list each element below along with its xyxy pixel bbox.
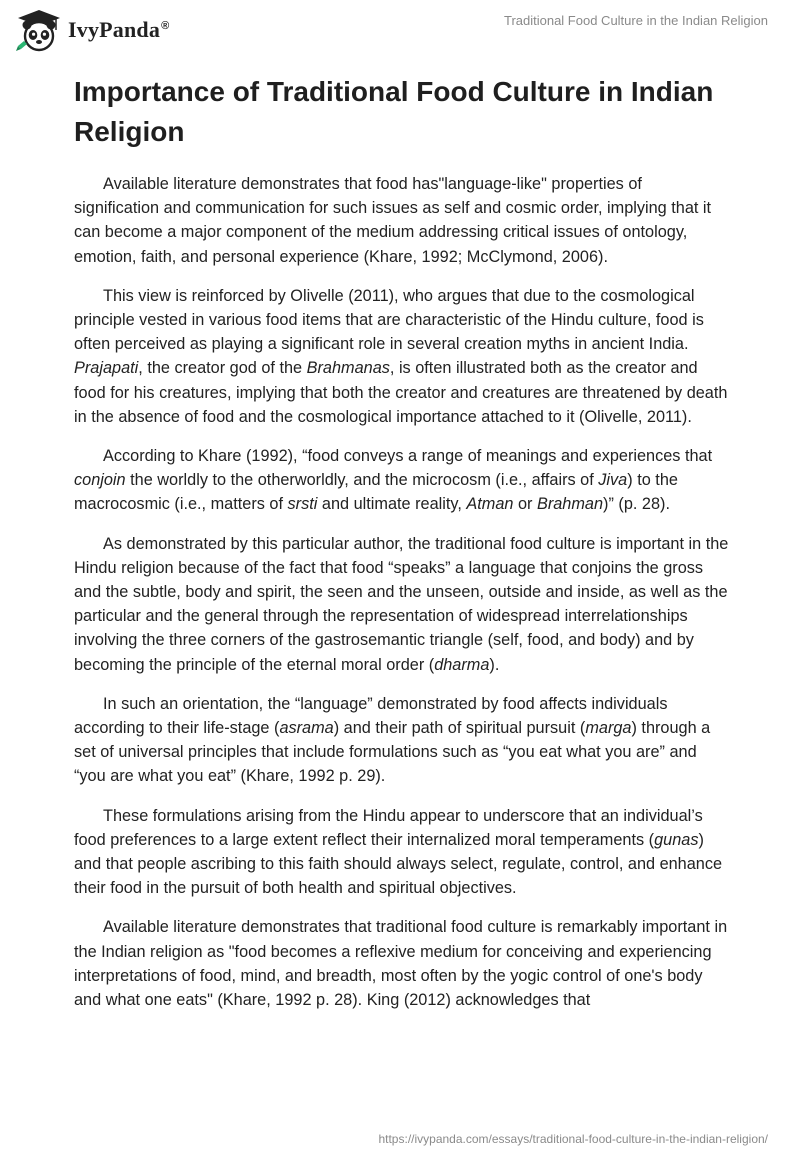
italic-term: asrama xyxy=(279,719,334,738)
text-run: the worldly to the otherworldly, and the microcosm (i.e., affairs of xyxy=(125,471,599,490)
text-run: ) and that people ascribing to this faith should always select, regulate, control, and enhance their food in the pursuit of both health and spiritual objectives. xyxy=(74,830,723,898)
italic-term: Brahman xyxy=(536,495,604,514)
text-run: or xyxy=(513,495,537,514)
running-title: Traditional Food Culture in the Indian Religion xyxy=(503,13,768,28)
text-run: ). xyxy=(489,655,500,674)
body-paragraph xyxy=(74,915,730,1012)
text-run: According to Khare (1992), “food conveys a range of meanings and experiences that xyxy=(103,447,713,466)
text-run: ) through a set of universal principles that include formulations such as “you eat what you are” and “you are what you eat” (Khare, 1992 p. 29). xyxy=(74,719,711,786)
text-run: These formulations arising from the Hindu appear to underscore that an individual’s food preferences to a large extent reflect their internalized moral temperaments ( xyxy=(74,806,703,849)
text-run: Available literature demonstrates that food has"language-like" properties of signification and communication for such issues as self and cosmic order, implying that it can become a major component of the medium addressing critical issues of ontology, emotion, faith, and personal experience (Khare, 1992; McClymond, 2006). xyxy=(74,175,712,266)
text-run: )” (p. 28). xyxy=(603,495,670,514)
brand-logo[interactable] xyxy=(16,8,169,52)
italic-term: Brahmanas xyxy=(306,359,390,378)
panda-graduate-icon xyxy=(16,8,62,52)
text-run: ) to the macrocosmic (i.e., matters of xyxy=(74,471,678,514)
body-paragraph xyxy=(74,284,730,429)
body-paragraph xyxy=(74,444,730,517)
text-run: ) and their path of spiritual pursuit ( xyxy=(333,719,586,738)
text-run: This view is reinforced by Olivelle (2011), who argues that due to the cosmological principle vested in various food items that are characteristic of the Hindu culture, food is often perceived as playing a significant role in several creation myths in ancient India. xyxy=(74,286,704,354)
body-paragraph xyxy=(74,532,730,677)
text-run: Available literature demonstrates that traditional food culture is remarkably important in the Indian religion as "food becomes a reflexive medium for conceiving and experiencing interpretations of food, mind, and breadth, most often by the yogic control of one's body and what one eats" (Khare, 1992 p. 28). King (2012) acknowledges that xyxy=(74,918,728,1010)
italic-term: conjoin xyxy=(74,471,126,490)
text-run: , the creator god of the xyxy=(138,359,307,378)
article-body xyxy=(74,172,730,1027)
text-run: and ultimate reality, xyxy=(317,495,467,514)
brand-name: IvyPanda® xyxy=(68,17,170,42)
italic-term: dharma xyxy=(434,655,490,674)
text-run: In such an orientation, the “language” demonstrated by food affects individuals according to their life-stage ( xyxy=(74,694,668,738)
italic-term: Prajapati xyxy=(74,359,139,378)
text-run: As demonstrated by this particular author, the traditional food culture is important in the Hindu religion because of the fact that food “speaks” a language that conjoins the gross and the subtle, body and spirit, the seen and the unseen, outside and inside, as well as the particular and the general through the representation of widespread interrelationships involving the three corners of the gastrosemantic triangle (self, food, and body) and by becoming the principle of the eternal moral order ( xyxy=(74,534,729,674)
source-url[interactable]: https://ivypanda.com/essays/traditional-food-culture-in-the-indian-religion/ xyxy=(378,1132,768,1146)
article-title: Importance of Traditional Food Culture in Indian Religion xyxy=(74,76,714,147)
page-header xyxy=(0,0,800,62)
body-paragraph xyxy=(74,692,730,789)
body-paragraph xyxy=(74,172,730,269)
italic-term: marga xyxy=(585,719,632,738)
italic-term: srsti xyxy=(287,495,318,514)
text-run: , is often illustrated both as the creator and food for his creatures, implying that both the creator and creatures are threatened by death in the absence of food and the cosmological importance attached to it (Olivelle, 2011). xyxy=(74,359,728,426)
italic-term: Atman xyxy=(466,495,514,514)
italic-term: Jiva xyxy=(598,471,628,490)
body-paragraph xyxy=(74,804,730,901)
italic-term: gunas xyxy=(654,830,699,849)
